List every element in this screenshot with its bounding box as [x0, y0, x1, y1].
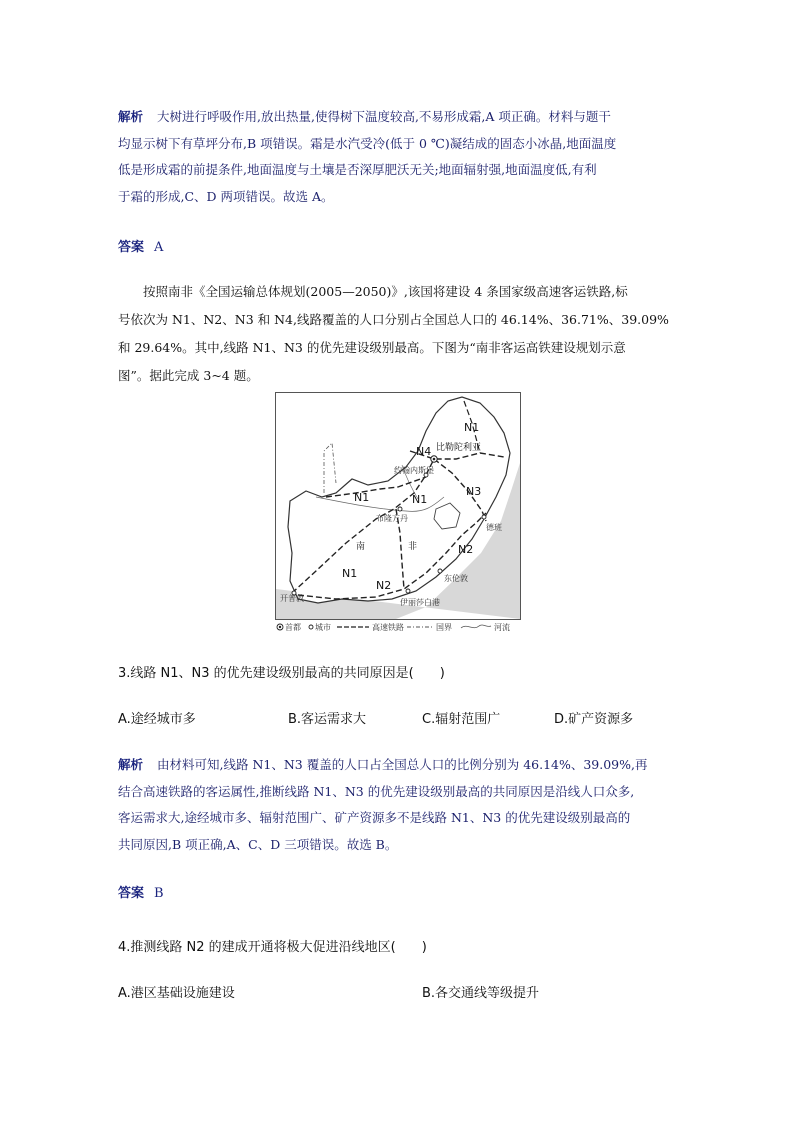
legend-label: 高速铁路 — [372, 623, 404, 632]
city-marker — [398, 507, 402, 511]
answer-2 — [118, 882, 678, 901]
explanation-line: 解析 大树进行呼吸作用,放出热量,使得树下温度较高,不易形成霜,A 项正确。材料与题干 — [118, 109, 611, 124]
country-label: 非 — [408, 542, 418, 552]
legend-label: 城市 — [315, 623, 331, 632]
city-legend-icon — [309, 625, 313, 629]
border-line — [324, 443, 336, 493]
river-legend-icon — [461, 625, 491, 628]
explanation-1 — [118, 104, 678, 210]
line-label-n1: N1 — [412, 493, 428, 506]
explanation-line: 解析 由材料可知,线路 N1、N3 覆盖的人口占全国总人口的比例分别为 46.14%、39.09%,再 — [118, 757, 648, 772]
q4-option-b: B.各交通线等级提升 — [422, 986, 540, 1001]
line-label-n2: N2 — [458, 543, 474, 556]
map-svg — [276, 393, 520, 619]
explanation-line: 低是形成霜的前提条件,地面温度与土壤是否深厚肥沃无关;地面辐射强,地面温度低,有利 — [118, 162, 597, 177]
line-label-n1: N1 — [354, 491, 370, 504]
country-label: 南 — [356, 542, 366, 552]
line-label-n3: N3 — [466, 485, 482, 498]
capital-label: 比勒陀利亚 — [436, 443, 482, 453]
explanation-line: 均显示树下有草坪分布,B 项错误。霜是水汽受冷(低于 0 ℃)凝结成的固态小冰晶,地面温度 — [118, 135, 617, 151]
line-label-n4: N4 — [416, 445, 432, 458]
q4-option-a: A.港区基础设施建设 — [118, 986, 235, 1001]
city-label: 开普敦 — [280, 594, 304, 603]
city-marker — [438, 569, 442, 573]
answer-label: 答案 — [118, 886, 145, 901]
city-label: 东伦敦 — [444, 574, 468, 583]
answer-1 — [118, 236, 678, 255]
city-label: 布隆方丹 — [376, 514, 408, 523]
material-line: 号依次为 N1、N2、N3 和 N4,线路覆盖的人口分别占全国总人口的 46.14%、36.71%、39.09% — [118, 312, 669, 327]
answer-value: B — [154, 886, 164, 901]
city-label: 伊丽莎白港 — [400, 598, 440, 607]
question-3-stem: 3.线路 N1、N3 的优先建设级别最高的共同原因是( ) — [118, 666, 445, 681]
legend-label: 首都 — [285, 623, 301, 632]
explanation-label: 解析 — [118, 109, 144, 124]
city-marker — [406, 589, 410, 593]
material-paragraph — [118, 278, 678, 390]
explanation-line: 客运需求大,途经城市多、辐射范围广、矿产资源多不是线路 N1、N3 的优先建设级别最高的 — [118, 810, 631, 825]
answer-label: 答案 — [118, 240, 145, 255]
legend-label: 河流 — [494, 623, 510, 632]
svg-text:N1: N1 — [464, 421, 480, 434]
q3-option-d: D.矿产资源多 — [554, 712, 634, 727]
city-marker — [482, 515, 486, 519]
map-legend — [275, 620, 525, 634]
line-label-n1: N1 — [342, 567, 358, 580]
legend-label: 国界 — [436, 623, 452, 632]
q3-option-a: A.途经城市多 — [118, 712, 196, 727]
answer-value: A — [154, 240, 164, 255]
explanation-line: 共同原因,B 项正确,A、C、D 三项错误。故选 B。 — [118, 836, 398, 852]
question-4-stem: 4.推测线路 N2 的建成开通将极大促进沿线地区( ) — [118, 940, 427, 955]
material-line: 按照南非《全国运输总体规划(2005—2050)》,该国将建设 4 条国家级高速客运铁路,标 — [143, 284, 628, 299]
q3-option-b: B.客运需求大 — [288, 712, 367, 727]
line-label-n2: N2 — [376, 579, 392, 592]
railway-map — [275, 392, 521, 620]
explanation-line: 结合高速铁路的客运属性,推断线路 N1、N3 的优先建设级别最高的共同原因是沿线人口众多, — [118, 783, 635, 799]
explanation-label: 解析 — [118, 757, 144, 772]
explanation-line: 于霜的形成,C、D 两项错误。故选 A。 — [118, 188, 334, 204]
material-line: 和 29.64%。其中,线路 N1、N3 的优先建设级别最高。下图为“南非客运高铁建设规划示意 — [118, 340, 626, 355]
q3-option-c: C.辐射范围广 — [422, 712, 501, 727]
material-line: 图”。据此完成 3~4 题。 — [118, 368, 259, 383]
city-label: 约翰内斯堡 — [394, 466, 434, 475]
city-label: 德班 — [486, 523, 502, 532]
explanation-2 — [118, 752, 678, 858]
